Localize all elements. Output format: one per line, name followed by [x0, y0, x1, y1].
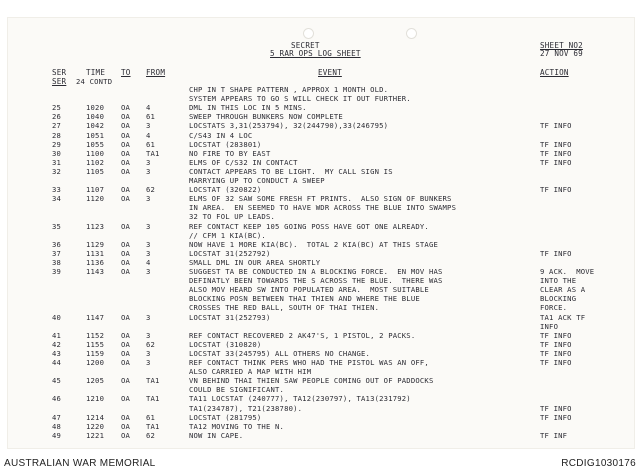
entry-from: TA1: [146, 376, 160, 386]
entry-ser: 37: [52, 248, 62, 258]
entry-action: TF INFO: [540, 330, 572, 340]
entry-event: LOCSTAT (283801): [189, 139, 262, 149]
entry-event: TA11 LOCSTAT (240777), TA12(230797), TA13(231792): [189, 394, 411, 404]
col-header-event: EVENT: [318, 68, 342, 77]
entry-ser: 30: [52, 148, 62, 158]
entry-to: OA: [121, 112, 131, 122]
punch-hole: [406, 28, 417, 39]
entry-time: 1040: [86, 112, 105, 122]
entry-time: 1120: [86, 194, 105, 204]
entry-to: OA: [121, 166, 131, 176]
entry-to: OA: [121, 139, 131, 149]
entry-event: REF CONTACT KEEP 105 GOING POSS HAVE GOT ONE ALREADY.: [189, 221, 429, 231]
entry-event: ALSO CARRIED A MAP WITH HIM: [189, 367, 312, 377]
entry-time: 1155: [86, 339, 105, 349]
entry-ser: 28: [52, 130, 62, 140]
entry-from: 3: [146, 312, 151, 322]
entry-ser: 46: [52, 394, 62, 404]
entry-time: 1042: [86, 121, 105, 131]
entry-ser: 44: [52, 358, 62, 367]
entry-ser: 33: [52, 185, 62, 195]
entry-ser: 49: [52, 430, 62, 440]
entry-to: OA: [121, 239, 131, 249]
classification: SECRET: [291, 41, 320, 50]
entry-action: TF INFO: [540, 185, 572, 195]
entry-event: CONTACT APPEARS TO BE LIGHT. MY CALL SIGN IS: [189, 166, 393, 176]
entry-action: TF INFO: [540, 248, 572, 258]
log-date: 27 NOV 69: [540, 49, 583, 58]
entry-to: OA: [121, 348, 131, 358]
col-header-ser: SER: [52, 68, 67, 77]
entry-event: REF CONTACT RECOVERED 2 AK47'S, 1 PISTOL, 2 PACKS.: [189, 330, 416, 340]
entry-event: LOCSTAT 31(252793): [189, 312, 271, 322]
document-reference: RCDIG1030176: [561, 458, 636, 469]
entry-event: SWEEP THROUGH BUNKERS NOW COMPLETE: [189, 112, 343, 122]
entry-event: LOCSTATS 3,31(253794), 32(244790),33(246795): [189, 121, 389, 131]
entry-to: OA: [121, 330, 131, 340]
entry-from: 3: [146, 194, 151, 204]
entry-from: 3: [146, 358, 151, 367]
entry-event: NO FIRE TO BY EAST: [189, 148, 271, 158]
entry-ser: 41: [52, 330, 62, 340]
entry-ser: 29: [52, 139, 62, 149]
col-header-action: ACTION: [540, 68, 569, 77]
entry-action: TF INFO: [540, 358, 572, 367]
entry-action: TF INFO: [540, 148, 572, 158]
entry-from: 62: [146, 339, 156, 349]
entry-from: 3: [146, 267, 151, 276]
log-title: 5 RAR OPS LOG SHEET: [270, 49, 361, 58]
entry-time: 1143: [86, 267, 105, 276]
entry-ser: 40: [52, 312, 62, 322]
entry-ser: 35: [52, 221, 62, 231]
entry-event: CROSSES THE RED BALL, SOUTH OF THAI THIEN.: [189, 303, 380, 313]
col-header-from: FROM: [146, 68, 166, 77]
entry-event: 32 TO FOL UP LEADS.: [189, 212, 276, 222]
entry-ser: 26: [52, 112, 62, 122]
entry-event: LOCSTAT 31(252792): [189, 248, 271, 258]
entry-event: LOCSTAT (310820): [189, 339, 262, 349]
entry-from: 61: [146, 139, 156, 149]
entry-from: TA1: [146, 148, 160, 158]
entry-to: OA: [121, 339, 131, 349]
entry-event: SUGGEST TA BE CONDUCTED IN A BLOCKING FORCE. EN MOV HAS: [189, 267, 443, 276]
entry-from: 62: [146, 185, 156, 195]
entry-action: TF INFO: [540, 348, 572, 358]
entry-to: OA: [121, 121, 131, 131]
entry-event: TA12 MOVING TO THE N.: [189, 421, 285, 431]
entry-action: INTO THE: [540, 276, 577, 286]
entry-action: BLOCKING: [540, 294, 577, 304]
entry-time: 1129: [86, 239, 105, 249]
entry-event: C/S43 IN 4 LOC: [189, 130, 253, 140]
entry-time: 1200: [86, 358, 105, 367]
entry-ser: 38: [52, 257, 62, 267]
entry-ser: 39: [52, 267, 62, 276]
entry-event: SMALL DML IN OUR AREA SHORTLY: [189, 257, 321, 267]
entry-event: REF CONTACT THINK PERS WHO HAD THE PISTOL WAS AN OFF,: [189, 358, 429, 367]
entry-action: TF INF: [540, 430, 568, 440]
continued-label: SER: [52, 77, 67, 86]
entry-from: 3: [146, 348, 151, 358]
entry-action: TF INFO: [540, 121, 572, 131]
entry-event: CHP IN T SHAPE PATTERN , APPROX 1 MONTH OLD.: [189, 85, 389, 94]
entry-time: 1136: [86, 257, 105, 267]
entry-from: 3: [146, 221, 151, 231]
entry-time: 1159: [86, 348, 105, 358]
entry-event: COULD BE SIGNIFICANT.: [189, 385, 285, 395]
entry-ser: 32: [52, 166, 62, 176]
entry-event: ELMS OF 32 SAW SOME FRESH FT PRINTS. ALSO SIGN OF BUNKERS: [189, 194, 452, 204]
entry-to: OA: [121, 358, 131, 367]
entry-event: TA1(234787), T21(238780).: [189, 403, 303, 413]
entry-event: BLOCKING POSN BETWEEN THAI THIEN AND WHERE THE BLUE: [189, 294, 420, 304]
entry-to: OA: [121, 257, 131, 267]
entry-ser: 31: [52, 157, 62, 167]
entry-to: OA: [121, 130, 131, 140]
entry-to: OA: [121, 185, 131, 195]
col-header-time: TIME: [86, 68, 106, 77]
entry-to: OA: [121, 267, 131, 276]
entry-ser: 43: [52, 348, 62, 358]
entry-time: 1105: [86, 166, 105, 176]
entry-action: TF INFO: [540, 339, 572, 349]
entry-action: CLEAR AS A: [540, 285, 586, 295]
entry-from: 4: [146, 130, 151, 140]
entry-to: OA: [121, 394, 131, 404]
entry-event: VN BEHIND THAI THIEN SAW PEOPLE COMING OUT OF PADDOCKS: [189, 376, 434, 386]
entry-time: 1102: [86, 157, 105, 167]
entry-event: NOW HAVE 1 MORE KIA(BC). TOTAL 2 KIA(BC) AT THIS STAGE: [189, 239, 438, 249]
entry-event: NOW IN CAPE.: [189, 430, 244, 440]
entry-time: 1147: [86, 312, 105, 322]
entry-from: 3: [146, 239, 151, 249]
entry-from: 3: [146, 330, 151, 340]
entry-to: OA: [121, 248, 131, 258]
entry-event: DEFINATLY BEEN TOWARDS THE S ACROSS THE BLUE. THERE WAS: [189, 276, 443, 286]
entry-to: OA: [121, 421, 131, 431]
entry-action: TF INFO: [540, 139, 572, 149]
entry-event: LOCSTAT 33(245795) ALL OTHERS NO CHANGE.: [189, 348, 371, 358]
entry-to: OA: [121, 376, 131, 386]
entry-from: 3: [146, 157, 151, 167]
entry-to: OA: [121, 148, 131, 158]
entry-event: SYSTEM APPEARS TO GO S WILL CHECK IT OUT FURTHER.: [189, 94, 411, 104]
entry-from: 62: [146, 430, 156, 440]
entry-ser: 42: [52, 339, 62, 349]
entry-to: OA: [121, 312, 131, 322]
punch-hole: [303, 28, 314, 39]
entry-action: 9 ACK. MOVE: [540, 267, 595, 276]
entry-event: // CFM 1 KIA(BC).: [189, 230, 266, 240]
entry-time: 1020: [86, 103, 105, 113]
entry-action: TF INFO: [540, 412, 572, 422]
entry-event: MARRYING UP TO CONDUCT A SWEEP: [189, 176, 325, 185]
entry-action: INFO: [540, 321, 559, 331]
entry-from: 4: [146, 103, 151, 113]
entry-ser: 25: [52, 103, 62, 113]
entry-event: LOCSTAT (320822): [189, 185, 262, 195]
entry-to: OA: [121, 221, 131, 231]
entry-to: OA: [121, 157, 131, 167]
entry-time: 1123: [86, 221, 105, 231]
entry-from: 3: [146, 248, 151, 258]
entry-event: LOCSTAT (281795): [189, 412, 262, 422]
entry-time: 1210: [86, 394, 105, 404]
entry-to: OA: [121, 430, 131, 440]
entry-from: TA1: [146, 394, 160, 404]
sheet-number: SHEET NO2: [540, 41, 583, 50]
entry-event: IN AREA. EN SEEMED TO HAVE WDR ACROSS THE BLUE INTO SWAMPS: [189, 203, 457, 213]
entry-time: 1205: [86, 376, 105, 386]
entry-time: 1152: [86, 330, 105, 340]
entry-time: 1107: [86, 185, 105, 195]
entry-time: 1220: [86, 421, 105, 431]
entry-from: 4: [146, 257, 151, 267]
entry-ser: 48: [52, 421, 62, 431]
entry-time: 1055: [86, 139, 105, 149]
entry-time: 1131: [86, 248, 105, 258]
entry-time: 1100: [86, 148, 105, 158]
entry-ser: 34: [52, 194, 62, 204]
entry-time: 1221: [86, 430, 105, 440]
document-page: [8, 18, 634, 448]
entry-action: TF INFO: [540, 157, 572, 167]
entry-event: ALSO MOV HEARD SW INTO POPULATED AREA. MOST SUITABLE: [189, 285, 429, 295]
entry-ser: 27: [52, 121, 62, 131]
entry-ser: 45: [52, 376, 62, 386]
entry-ser: 47: [52, 412, 62, 422]
entry-to: OA: [121, 194, 131, 204]
entry-time: 1214: [86, 412, 105, 422]
entry-from: TA1: [146, 421, 160, 431]
continued-value: 24 CONTD: [76, 77, 113, 86]
entry-to: OA: [121, 412, 131, 422]
entry-action: TA1 ACK TF: [540, 312, 586, 322]
entry-from: 61: [146, 412, 156, 422]
entry-event: DML IN THIS LOC IN 5 MINS.: [189, 103, 307, 113]
archive-credit: AUSTRALIAN WAR MEMORIAL: [4, 458, 156, 469]
entry-to: OA: [121, 103, 131, 113]
entry-from: 3: [146, 121, 151, 131]
col-header-to: TO: [121, 68, 131, 77]
entry-event: ELMS OF C/S32 IN CONTACT: [189, 157, 298, 167]
entry-ser: 36: [52, 239, 62, 249]
entry-action: TF INFO: [540, 403, 572, 413]
entry-time: 1051: [86, 130, 105, 140]
entry-from: 3: [146, 166, 151, 176]
entry-action: FORCE.: [540, 303, 568, 313]
entry-from: 61: [146, 112, 156, 122]
